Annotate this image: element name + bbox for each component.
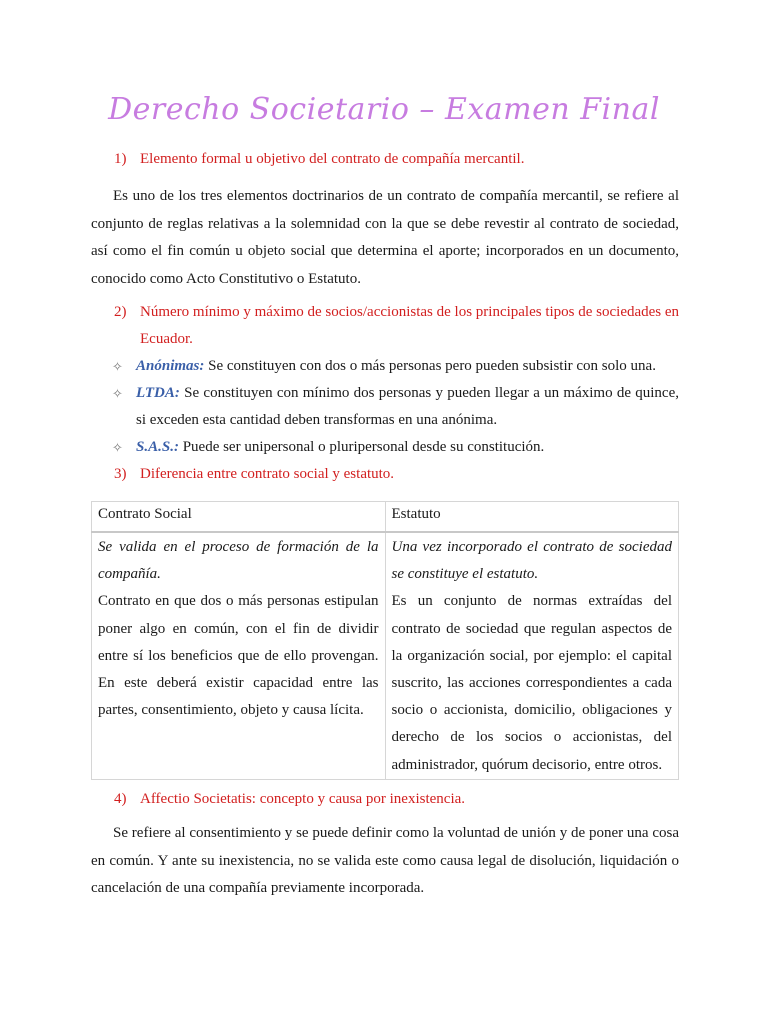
table-row: [92, 532, 679, 779]
table-cell-contrato-social: [92, 532, 386, 779]
question-3: [114, 461, 684, 488]
comparison-table: [91, 501, 679, 780]
question-3-number: 3): [114, 466, 127, 482]
question-2-line-1: Número mínimo y máximo de socios/accionistas de los principales tipos de sociedades en: [140, 304, 680, 320]
cell-body-text: Es un conjunto de normas extraídas del contrato de sociedad que regulan aspectos de la organización social, por ejemplo: el capital suscrito, las acciones correspondientes a cada socio o accionista, domicilio, obligaciones y derecho de los socios o accionistas, del administrador, quórum decisorio, entre otros.: [391, 593, 672, 773]
table-header-row: [92, 502, 679, 533]
question-1: [114, 146, 684, 173]
bullet-term: LTDA:: [136, 385, 180, 401]
question-2: [114, 299, 684, 353]
cell-body-text: Contrato en que dos o más personas estipulan poner algo en común, con el fin de dividir entre sí los beneficios que de ello provengan. En este deberá existir capacidad entre las partes, consentimiento, objeto y causa lícita.: [98, 593, 379, 719]
bullet-text: Puede ser unipersonal o pluripersonal desde su constitución.: [178, 439, 545, 455]
bullet-mark-icon: ✧: [112, 359, 123, 374]
table-header-cell: Estatuto: [385, 502, 679, 533]
cell-italic-text: Una vez incorporado el contrato de sociedad se constituye el estatuto.: [391, 539, 672, 583]
bullet-term: Anónimas:: [136, 358, 205, 374]
bullet-mark-icon: ✧: [112, 440, 123, 455]
bullet-term: S.A.S.:: [136, 439, 179, 455]
question-2-line-2: Ecuador.: [140, 331, 193, 347]
question-3-text: Diferencia entre contrato social y estatuto.: [140, 466, 395, 482]
question-1-text: Elemento formal u objetivo del contrato de compañía mercantil.: [140, 151, 525, 167]
bullet-anonimas: [112, 353, 679, 380]
question-2-number: 2): [114, 304, 127, 320]
answer-4-paragraph: Se refiere al consentimiento y se puede definir como la voluntad de unión y de poner una cosa en común. Y ante su inexistencia, no se valida este como causa legal de disolución, liquidación o cancelación de una compañía previamente incorporada.: [91, 825, 679, 896]
bullet-text: Se constituyen con mínimo dos personas y pueden llegar a un máximo de quince, si exceden esta cantidad deben transformas en una anónima.: [136, 385, 679, 428]
document-title: Derecho Societario – Examen Final: [108, 92, 660, 127]
question-4: [114, 786, 684, 813]
question-4-number: 4): [114, 791, 127, 807]
bullet-sas: [112, 434, 679, 461]
answer-1-paragraph: Es uno de los tres elementos doctrinarios de un contrato de compañía mercantil, se refiere al conjunto de reglas relativas a la solemnidad con la que se debe revestir al contrato de sociedad, así como el fin común u objeto social que determina el aporte; incorporados en un documento, conocido como Acto Constitutivo o Estatuto.: [91, 188, 679, 287]
question-1-number: 1): [114, 151, 127, 167]
question-4-text: Affectio Societatis: concepto y causa por inexistencia.: [140, 791, 466, 807]
bullet-text: Se constituyen con dos o más personas pero pueden subsistir con solo una.: [204, 358, 656, 374]
bullet-ltda: [112, 380, 679, 434]
table-header-cell: Contrato Social: [92, 502, 386, 533]
cell-italic-text: Se valida en el proceso de formación de la compañía.: [98, 539, 379, 583]
bullet-mark-icon: ✧: [112, 386, 123, 401]
table-cell-estatuto: [385, 532, 679, 779]
